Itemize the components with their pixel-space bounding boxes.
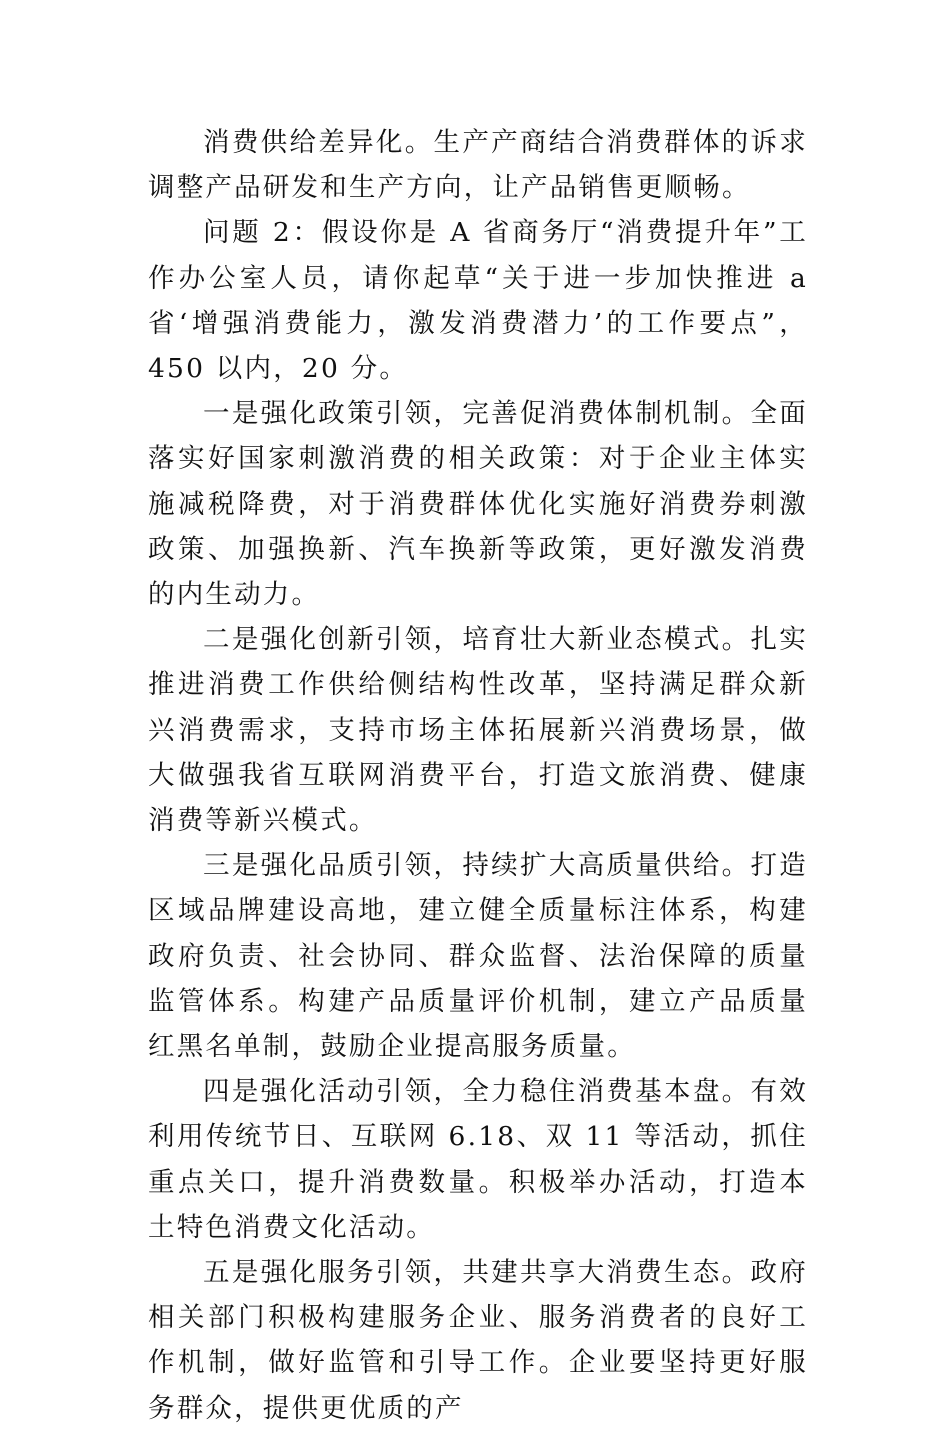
paragraph-activity-guidance: 四是强化活动引领，全力稳住消费基本盘。有效利用传统节日、互联网 6.18、双 11 等活动，抓住重点关口，提升消费数量。积极举办活动，打造本土特色消费文化活动。: [148, 1076, 808, 1243]
paragraph-innovation-guidance: 二是强化创新引领，培育壮大新业态模式。扎实推进消费工作供给侧结构性改革，坚持满足群众新兴消费需求，支持市场主体拓展新兴消费场景，做大做强我省互联网消费平台，打造文旅消费、健康消费等新兴模式。: [148, 624, 808, 837]
paragraph-quality-guidance: 三是强化品质引领，持续扩大高质量供给。打造区域品牌建设高地，建立健全质量标注体系，构建政府负责、社会协同、群众监督、法治保障的质量监管体系。构建产品质量评价机制，建立产品质量红黑名单制，鼓励企业提高服务质量。: [148, 850, 808, 1063]
paragraph-policy-guidance: 一是强化政策引领，完善促消费体制机制。全面落实好国家刺激消费的相关政策：对于企业主体实施减税降费，对于消费群体优化实施好消费券刺激政策、加强换新、汽车换新等政策，更好激发消费的内生动力。: [148, 398, 808, 611]
paragraph-question-2: 问题 2：假设你是 A 省商务厅“消费提升年”工作办公室人员，请你起草“关于进一步加快推进 a 省‘增强消费能力，激发消费潜力’的工作要点”，450 以内，20 分。: [148, 217, 808, 385]
document-body: [148, 120, 808, 1431]
paragraph-consumption-supply: 消费供给差异化。生产产商结合消费群体的诉求调整产品研发和生产方向，让产品销售更顺畅。: [148, 127, 808, 204]
paragraph-service-guidance: 五是强化服务引领，共建共享大消费生态。政府相关部门积极构建服务企业、服务消费者的良好工作机制，做好监管和引导工作。企业要坚持更好服务群众，提供更优质的产: [148, 1257, 808, 1424]
